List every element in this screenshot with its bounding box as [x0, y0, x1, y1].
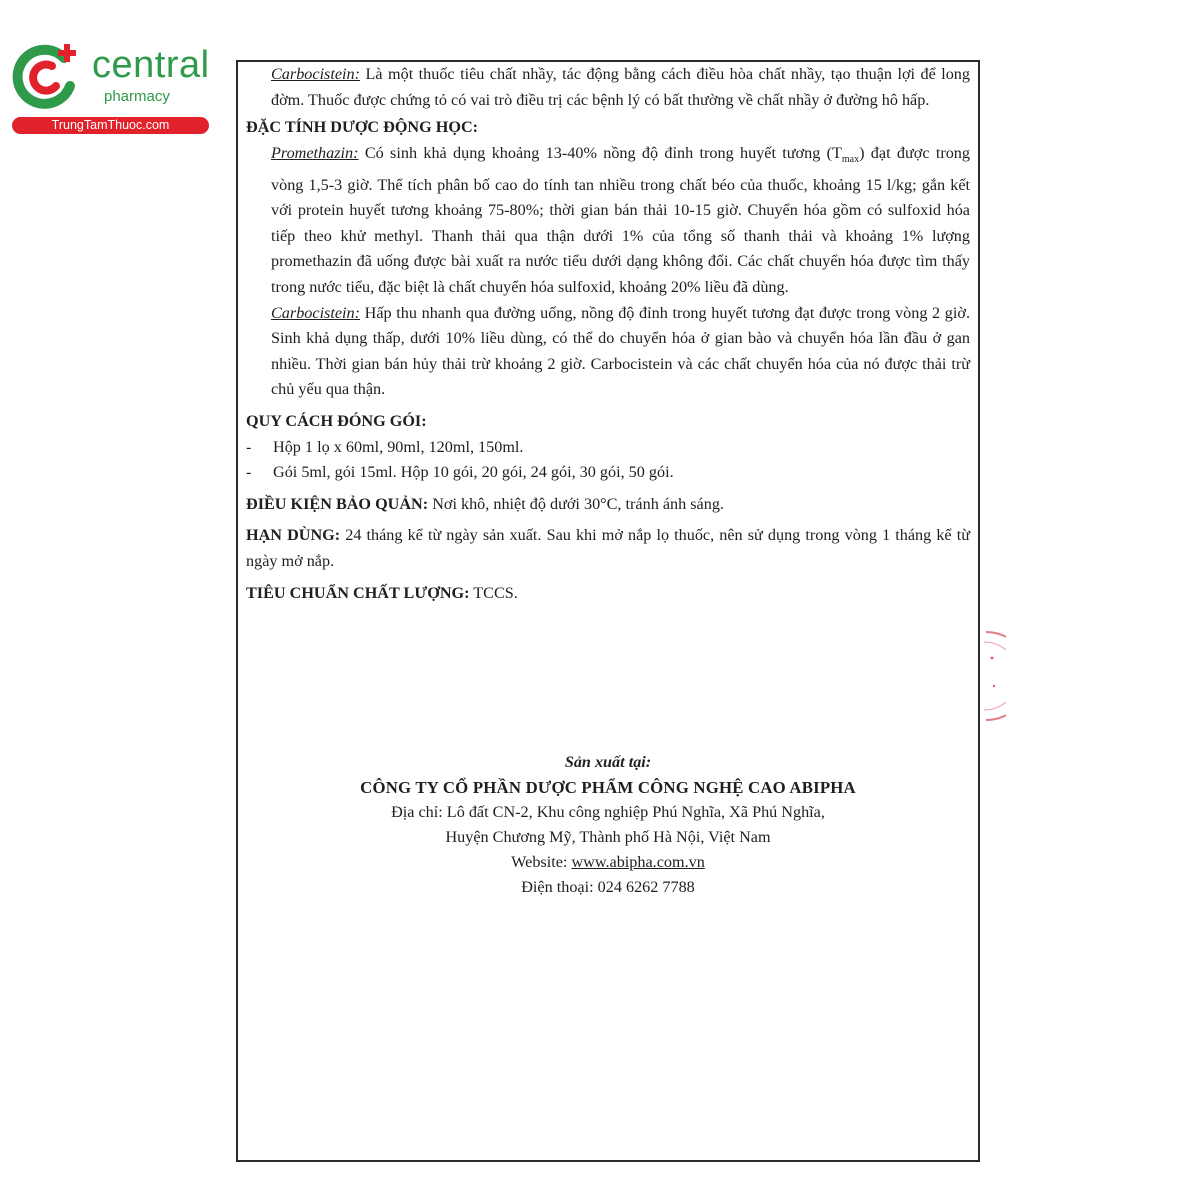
carbocistein-pd-text: Là một thuốc tiêu chất nhầy, tác động bằng cách điều hòa chất nhầy, tạo thuận lợi để long đờm. Thuốc được chứng tỏ có vai trò điều trị các bệnh lý có bất thường về chất nhầy ở đường hô hấp.: [271, 65, 970, 109]
brand-name: central: [92, 44, 210, 86]
expiry-text: 24 tháng kể từ ngày sản xuất. Sau khi mở nắp lọ thuốc, nên sử dụng trong vòng 1 tháng kể từ ngày mở nắp.: [246, 526, 970, 570]
website-link[interactable]: www.abipha.com.vn: [571, 853, 705, 871]
expiry-heading: HẠN DÙNG:: [246, 526, 341, 545]
brand-logo: [12, 38, 212, 138]
carbocistein-pk-term: Carbocistein:: [271, 303, 361, 322]
storage-text: Nơi khô, nhiệt độ dưới 30°C, tránh ánh sáng.: [428, 494, 724, 513]
website-label: Website:: [511, 853, 572, 871]
promethazin-pk-text-1: Có sinh khả dụng khoảng 13-40% nồng độ đỉnh trong huyết tương (T: [358, 143, 842, 162]
carbocistein-pk-paragraph: [246, 301, 970, 403]
made-in-label: Sản xuất tại:: [564, 753, 652, 771]
standard-text: TCCS.: [469, 583, 518, 602]
website-line: [246, 850, 970, 875]
packing-item-text: Hộp 1 lọ x 60ml, 90ml, 120ml, 150ml.: [273, 437, 524, 456]
red-stamp-icon: [982, 628, 1006, 724]
tmax-subscript: max: [841, 154, 860, 166]
brand-subtitle: pharmacy: [104, 88, 170, 105]
address-line-1: Địa chỉ: Lô đất CN-2, Khu công nghiệp Phú Nghĩa, Xã Phú Nghĩa,: [391, 803, 825, 821]
packing-heading: QUY CÁCH ĐÓNG GÓI:: [246, 411, 427, 430]
carbocistein-pk-text: Hấp thu nhanh qua đường uống, nồng độ đỉnh trong huyết tương đạt được trong vòng 2 giờ. Sinh khả dụng thấp, dưới 10% liều dùng, có thể do chuyển hóa ở gian bào và chuyển hóa lần đầu ở gan nhiều. Thời gian bán hủy thải trừ khoảng 2 giờ. Carbocistein và các chất chuyển hóa của nó được thải trừ chủ yếu qua thận.: [271, 303, 970, 399]
promethazin-pk-text-2: ) đạt được trong vòng 1,5-3 giờ. Thể tích phân bố cao do tính tan nhiều trong chất béo của thuốc, khoảng 15 l/kg; gắn kết với protein huyết tương khoảng 75-80%; thời gian bán thải 10-15 giờ. Chuyển hóa gồm có sulfoxid hóa tiếp theo khử methyl. Thanh thải qua thận dưới 1% của tổng số thanh thải và khoảng 1% lượng promethazin đã uống được bài xuất ra nước tiểu dưới dạng không đổi. Các chất chuyển hóa được tìm thấy trong nước tiểu, đặc biệt là chất chuyển hóa sulfoxid, khoảng 20% liều đã dùng.: [271, 143, 970, 296]
address-line-2: Huyện Chương Mỹ, Thành phố Hà Nội, Việt Nam: [445, 828, 771, 846]
document-body: [246, 62, 970, 1160]
manufacturer-block: [246, 750, 970, 900]
site-badge: TrungTamThuoc.com: [12, 117, 209, 134]
carbocistein-pd-paragraph: [246, 62, 970, 113]
packing-item: - Gói 5ml, gói 15ml. Hộp 10 gói, 20 gói, 24 gói, 30 gói, 50 gói.: [246, 460, 970, 486]
company-name: CÔNG TY CỔ PHẦN DƯỢC PHẨM CÔNG NGHỆ CAO ABIPHA: [360, 778, 856, 797]
storage-paragraph: [246, 492, 970, 518]
packing-item: - Hộp 1 lọ x 60ml, 90ml, 120ml, 150ml.: [246, 435, 970, 461]
promethazin-term: Promethazin:: [271, 143, 359, 162]
storage-heading: ĐIỀU KIỆN BẢO QUẢN:: [246, 494, 429, 513]
promethazin-pk-paragraph: [246, 141, 970, 301]
carbocistein-term: Carbocistein:: [271, 65, 361, 83]
phone-line: Điện thoại: 024 6262 7788: [521, 878, 695, 896]
packing-item-text: Gói 5ml, gói 15ml. Hộp 10 gói, 20 gói, 24 gói, 30 gói, 50 gói.: [273, 463, 674, 482]
expiry-paragraph: [246, 523, 970, 574]
standard-paragraph: [246, 581, 970, 607]
document-page: [236, 60, 980, 1162]
pk-heading: ĐẶC TÍNH DƯỢC ĐỘNG HỌC:: [246, 118, 479, 137]
central-pharmacy-logo-icon: [12, 40, 84, 112]
standard-heading: TIÊU CHUẨN CHẤT LƯỢNG:: [246, 583, 470, 602]
